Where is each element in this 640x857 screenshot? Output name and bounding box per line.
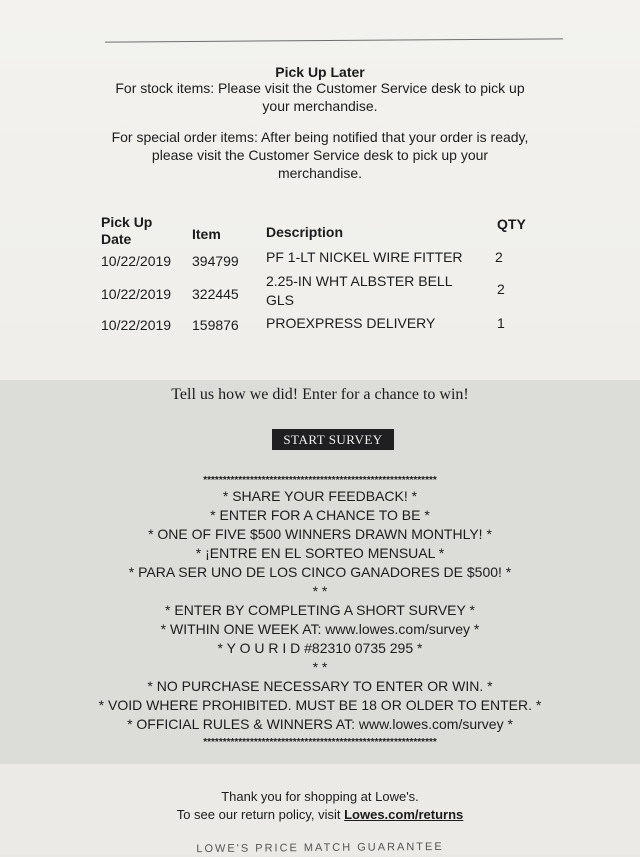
promo-line: * WITHIN ONE WEEK AT: www.lowes.com/survey * — [160, 621, 480, 637]
row-date: 10/22/2019 — [101, 286, 172, 302]
header-item: Item — [192, 226, 221, 242]
return-policy-prefix: To see our return policy, visit — [176, 807, 345, 822]
promo-line: * ENTER FOR A CHANCE TO BE * — [210, 507, 430, 523]
special-line-3: merchandise. — [277, 165, 363, 181]
row-date: 10/22/2019 — [101, 317, 172, 333]
row-item: 322445 — [192, 286, 239, 302]
promo-line: * PARA SER UNO DE LOS CINCO GANADORES DE $500! * — [128, 564, 512, 580]
row-qty: 1 — [497, 315, 505, 331]
stock-line-1: For stock items: Please visit the Customer Service desk to pick up — [115, 80, 525, 96]
stars-divider-top: ************************************************************ — [203, 475, 437, 486]
row-item: 394799 — [192, 253, 239, 269]
pickup-items-table — [0, 0, 640, 380]
row-qty: 2 — [495, 249, 503, 265]
promo-line: * * — [312, 583, 328, 599]
footer-text — [0, 788, 640, 824]
header-pickup-date — [101, 214, 152, 248]
header-qty: QTY — [497, 216, 526, 232]
header-date-line-2: Date — [101, 231, 132, 247]
row-description: 2.25-IN WHT ALBSTER BELL — [266, 273, 453, 289]
special-line-1: For special order items: After being notified that your order is ready, — [111, 129, 529, 145]
special-line-2: please visit the Customer Service desk to pick up your — [151, 147, 489, 163]
thanks-line: Thank you for shopping at Lowe's. — [221, 789, 419, 804]
promo-line: * VOID WHERE PROHIBITED. MUST BE 18 OR OLDER TO ENTER. * — [98, 697, 542, 713]
row-qty: 2 — [497, 281, 505, 297]
promo-line: * * — [312, 659, 328, 675]
header-description: Description — [266, 224, 344, 240]
promo-line: * Y O U R I D #82310 0735 295 * — [217, 640, 423, 656]
promo-line: * NO PURCHASE NECESSARY TO ENTER OR WIN. * — [147, 678, 493, 694]
survey-heading: Tell us how we did! Enter for a chance to win! — [171, 386, 469, 403]
row-item: 159876 — [192, 317, 239, 333]
promo-lines — [0, 487, 640, 734]
return-policy-line — [0, 806, 640, 824]
row-description: PF 1-LT NICKEL WIRE FITTER — [266, 249, 463, 265]
promo-line: * ONE OF FIVE $500 WINNERS DRAWN MONTHLY! * — [148, 526, 492, 542]
promo-line: * ¡ENTRE EN EL SORTEO MENSUAL * — [195, 545, 445, 561]
promo-line: * OFFICIAL RULES & WINNERS AT: www.lowes.com/survey * — [127, 716, 513, 732]
returns-link[interactable]: Lowes.com/returns — [344, 807, 464, 822]
row-date: 10/22/2019 — [101, 253, 172, 269]
promo-line: * SHARE YOUR FEEDBACK! * — [222, 488, 418, 504]
stars-divider-bottom: ************************************************************ — [203, 737, 437, 748]
cutoff-heading: LOWE'S PRICE MATCH GUARANTEE — [196, 840, 444, 856]
start-survey-button[interactable]: START SURVEY — [272, 429, 394, 450]
promo-line: * ENTER BY COMPLETING A SHORT SURVEY * — [165, 602, 475, 618]
header-date-line-1: Pick Up — [101, 214, 153, 230]
row-description-line-2: GLS — [266, 292, 295, 308]
stock-line-2: your merchandise. — [262, 98, 378, 114]
pickup-title: Pick Up Later — [275, 64, 365, 80]
row-description: PROEXPRESS DELIVERY — [266, 315, 436, 331]
